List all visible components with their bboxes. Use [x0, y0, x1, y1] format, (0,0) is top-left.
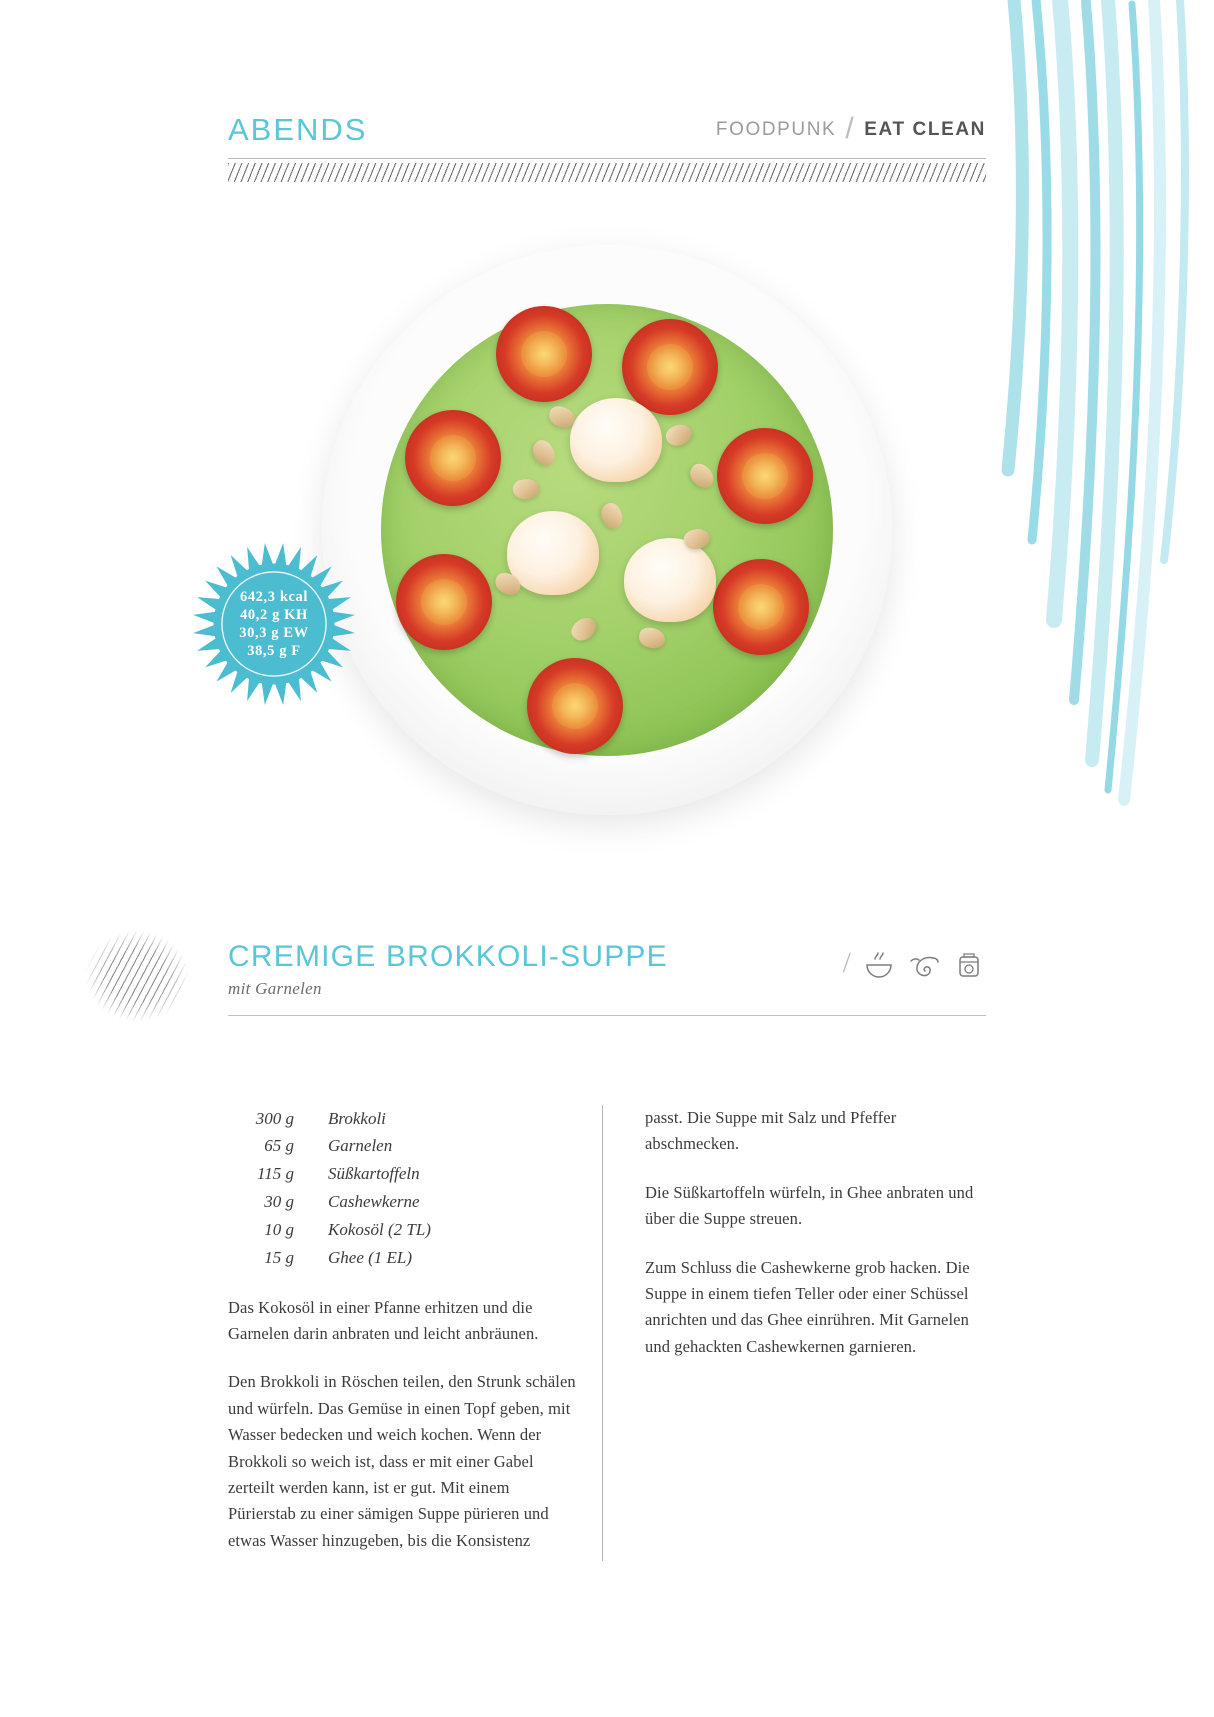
nutrition-values — [190, 540, 358, 708]
ingredient-amount: 65 g — [264, 1136, 294, 1156]
decorative-brush-strokes — [974, 0, 1214, 900]
ingredient-amount: 30 g — [264, 1192, 294, 1212]
tomato-half — [717, 428, 813, 524]
preparation-step: passt. Die Suppe mit Salz und Pfeffer abschmecken. — [645, 1108, 897, 1154]
ingredient-row — [228, 1133, 431, 1161]
cashew-piece — [597, 500, 627, 532]
recipe-title-row — [228, 940, 986, 999]
left-column — [228, 1105, 602, 1561]
ingredient-name: Ghee (1 EL) — [328, 1248, 413, 1268]
soup-bowl — [322, 245, 892, 815]
preparation-step: Zum Schluss die Cashewkerne grob hacken. Die Suppe in einem tiefen Teller oder einer Schüssel anrichten und das Ghee einrühren. Mit Garnelen und gehackten Cashewkernen garnieren. — [645, 1257, 970, 1356]
preparation-step: Das Kokosöl in einer Pfanne erhitzen und die Garnelen darin anbraten und leicht anbräunen. — [228, 1297, 539, 1344]
recipe-body — [228, 1105, 986, 1561]
right-column — [645, 1105, 985, 1561]
ingredient-name: Garnelen — [328, 1136, 393, 1156]
ingredient-amount: 10 g — [264, 1220, 294, 1240]
cashew-piece — [663, 420, 695, 449]
tomato-half — [405, 410, 501, 506]
soup-bowl-icon — [862, 948, 896, 982]
ingredients-body — [228, 1105, 431, 1273]
cashew-piece — [638, 627, 667, 650]
ingredient-name: Kokosöl (2 TL) — [328, 1220, 431, 1240]
recipe-icon-row — [843, 940, 986, 982]
page-header — [228, 112, 986, 182]
recipe-title-underline — [228, 1015, 986, 1016]
tomato-half — [496, 306, 592, 402]
recipe-subtitle: mit Garnelen — [228, 979, 322, 998]
ingredient-amount: 15 g — [264, 1248, 294, 1268]
brand-lockup — [715, 112, 986, 148]
recipe-photo — [228, 230, 986, 830]
series-name: EAT CLEAN — [864, 119, 986, 140]
tomato-half — [396, 554, 492, 650]
brand-name: FOODPUNK — [715, 119, 837, 140]
badge-fat: 38,5 g F — [247, 642, 301, 659]
ingredient-amount: 300 g — [255, 1108, 294, 1128]
cashew-piece — [686, 460, 719, 492]
ingredient-row — [228, 1189, 431, 1217]
brand-separator: / — [845, 112, 856, 145]
ingredient-row — [228, 1161, 431, 1189]
ingredient-amount: 115 g — [257, 1164, 294, 1184]
blender-jar-icon — [952, 948, 986, 982]
ingredient-name: Cashewkerne — [328, 1192, 420, 1212]
header-hatch-bar — [228, 163, 986, 182]
shrimp — [624, 538, 716, 622]
ingredient-row — [228, 1245, 431, 1273]
badge-carbs: 40,2 g KH — [240, 606, 308, 623]
ingredient-row — [228, 1105, 431, 1133]
preparation-step: Die Süßkartoffeln würfeln, in Ghee anbraten und über die Suppe streuen. — [645, 1182, 974, 1229]
ingredient-name: Süßkartoffeln — [328, 1164, 420, 1184]
cashew-piece — [568, 613, 601, 645]
header-row — [228, 112, 986, 148]
meal-time-title: ABENDS — [228, 112, 368, 147]
recipe-title: CREMIGE BROKKOLI-SUPPE — [228, 940, 668, 973]
brush-strokes-svg — [974, 0, 1214, 900]
recipe-title-block — [228, 940, 986, 1016]
cashew-piece — [511, 477, 541, 502]
ingredient-name: Brokkoli — [328, 1108, 386, 1128]
shrimp — [507, 511, 599, 595]
decorative-hatch-blob — [85, 930, 189, 1022]
badge-calories: 642,3 kcal — [239, 588, 309, 605]
shrimp-icon — [907, 948, 941, 982]
tomato-half — [622, 319, 718, 415]
badge-protein: 30,3 g EW — [239, 624, 309, 641]
recipe-title-text — [228, 940, 668, 999]
tomato-half — [713, 559, 809, 655]
tomato-half — [527, 658, 623, 754]
column-divider — [602, 1105, 603, 1561]
preparation-step: Den Brokkoli in Röschen teilen, den Strunk schälen und würfeln. Das Gemüse in einen Topf geben, mit Wasser bedecken und weich kochen. Wenn der Brokkoli so weich ist, dass er mit einer Gabel zerteilt werden kann, ist er gut. Mit einem Pürierstab zu einer sämigen Suppe pürieren und etwas Wasser hinzugeben, bis die Konsistenz — [228, 1372, 576, 1550]
icon-separator: / — [842, 946, 851, 979]
header-rule — [228, 158, 986, 159]
soup-surface — [381, 304, 833, 756]
cashew-piece — [528, 437, 559, 470]
ingredient-row — [228, 1217, 431, 1245]
ingredients-table — [228, 1105, 431, 1273]
shrimp — [570, 398, 662, 482]
nutrition-badge — [190, 540, 358, 708]
